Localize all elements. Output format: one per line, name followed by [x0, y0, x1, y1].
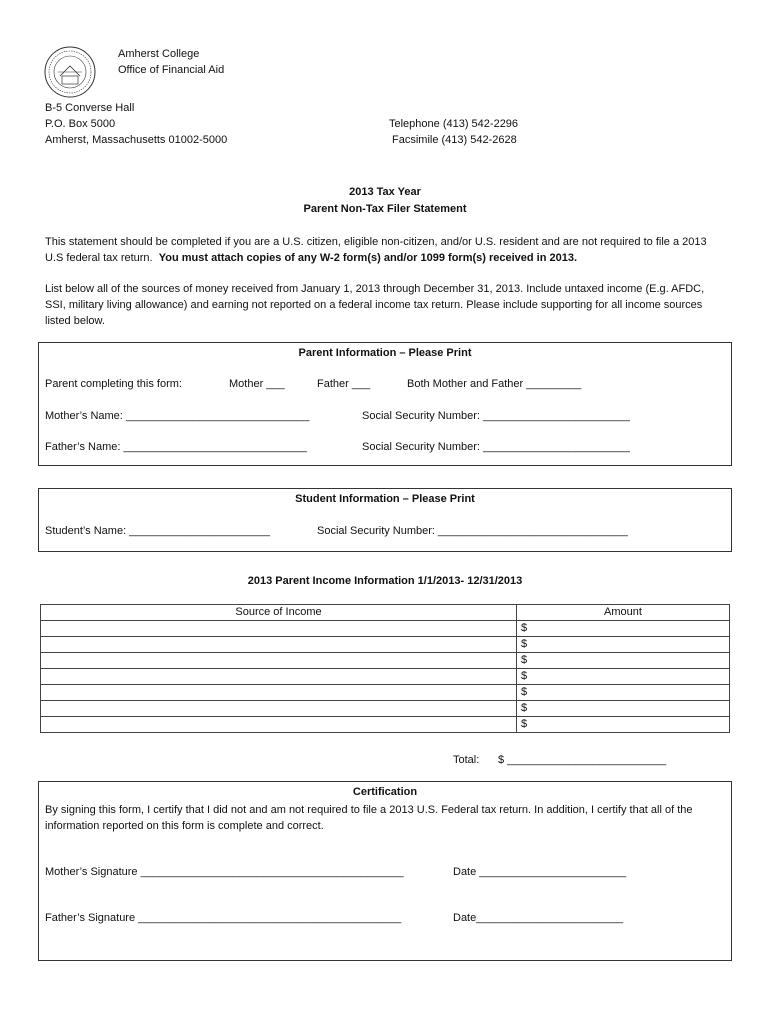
intro-paragraph-1	[45, 234, 725, 266]
father-ssn-field[interactable]: Social Security Number: ________________________	[362, 441, 630, 453]
total-label: Total:	[453, 754, 480, 766]
source-cell[interactable]	[41, 701, 517, 717]
tax-year-title: 2013 Tax Year	[349, 186, 421, 198]
table-row	[41, 669, 730, 685]
father-date-field[interactable]: Date________________________	[453, 912, 624, 924]
statement-title: Parent Non-Tax Filer Statement	[303, 203, 467, 215]
table-row	[41, 637, 730, 653]
table-row	[41, 621, 730, 637]
source-cell[interactable]	[41, 685, 517, 701]
mother-signature-field[interactable]: Mother’s Signature ___________________________________________	[45, 866, 404, 878]
student-name-field[interactable]: Student’s Name: _______________________	[45, 525, 270, 537]
table-row	[41, 701, 730, 717]
income-table-header	[41, 605, 730, 621]
mother-name-field[interactable]: Mother’s Name: ______________________________	[45, 410, 310, 422]
certification-heading: Certification	[352, 786, 418, 798]
mother-ssn-field[interactable]: Social Security Number: ________________________	[362, 410, 630, 422]
father-name-field[interactable]: Father’s Name: ______________________________	[45, 441, 307, 453]
source-cell[interactable]	[41, 621, 517, 637]
intro-attach-notice: You must attach copies of any W-2 form(s) and/or 1099 form(s) received in 2013.	[158, 252, 578, 264]
table-row	[41, 685, 730, 701]
amount-cell[interactable]: $	[517, 637, 730, 653]
facsimile: Facsimile (413) 542-2628	[392, 134, 517, 146]
student-info-heading: Student Information – Please Print	[295, 493, 475, 505]
total-field[interactable]: $ __________________________	[498, 754, 667, 766]
address-line-2: P.O. Box 5000	[45, 118, 116, 130]
amount-cell[interactable]: $	[517, 653, 730, 669]
telephone: Telephone (413) 542-2296	[389, 118, 519, 130]
student-ssn-field[interactable]: Social Security Number: _______________________________	[317, 525, 628, 537]
table-row	[41, 717, 730, 733]
address-line-1: B-5 Converse Hall	[45, 102, 135, 114]
father-signature-field[interactable]: Father’s Signature ___________________________________________	[45, 912, 402, 924]
source-cell[interactable]	[41, 669, 517, 685]
parent-completing-label: Parent completing this form:	[45, 378, 182, 390]
source-cell[interactable]	[41, 717, 517, 733]
option-mother[interactable]: Mother ___	[229, 378, 285, 390]
table-row	[41, 653, 730, 669]
col-amount-header: Amount	[517, 605, 730, 621]
income-heading: 2013 Parent Income Information 1/1/2013- 12/31/2013	[247, 575, 523, 587]
amount-cell[interactable]: $	[517, 701, 730, 717]
mother-date-field[interactable]: Date ________________________	[453, 866, 627, 878]
option-both[interactable]: Both Mother and Father _________	[407, 378, 582, 390]
college-seal-logo	[44, 46, 96, 98]
income-table	[40, 604, 730, 733]
amount-cell[interactable]: $	[517, 621, 730, 637]
certification-text: By signing this form, I certify that I did not and am not required to file a 2013 U.S. Federal tax return. In addition, I certify that all of the information reported on this form is complete and correct.	[45, 804, 693, 832]
amount-cell[interactable]: $	[517, 717, 730, 733]
source-cell[interactable]	[41, 653, 517, 669]
amount-cell[interactable]: $	[517, 685, 730, 701]
intro-paragraph-2: List below all of the sources of money received from January 1, 2013 through December 31, 2013. Include untaxed income (E.g. AFDC, SSI, military living allowance) and earning not reported on a federal income tax return. Please include supporting for all income sources listed below.	[45, 283, 705, 327]
option-father[interactable]: Father ___	[317, 378, 371, 390]
col-source-header: Source of Income	[41, 605, 517, 621]
parent-info-heading: Parent Information – Please Print	[298, 347, 472, 359]
college-name: Amherst College	[118, 48, 200, 60]
address-line-3: Amherst, Massachusetts 01002-5000	[45, 134, 228, 146]
intro-text: This statement should be completed if you are a U.S. citizen, eligible non-citizen, and/or U.S. resident and are not required to file a 2013 U.S federal tax return.	[45, 236, 707, 264]
office-name: Office of Financial Aid	[118, 64, 225, 76]
source-cell[interactable]	[41, 637, 517, 653]
amount-cell[interactable]: $	[517, 669, 730, 685]
